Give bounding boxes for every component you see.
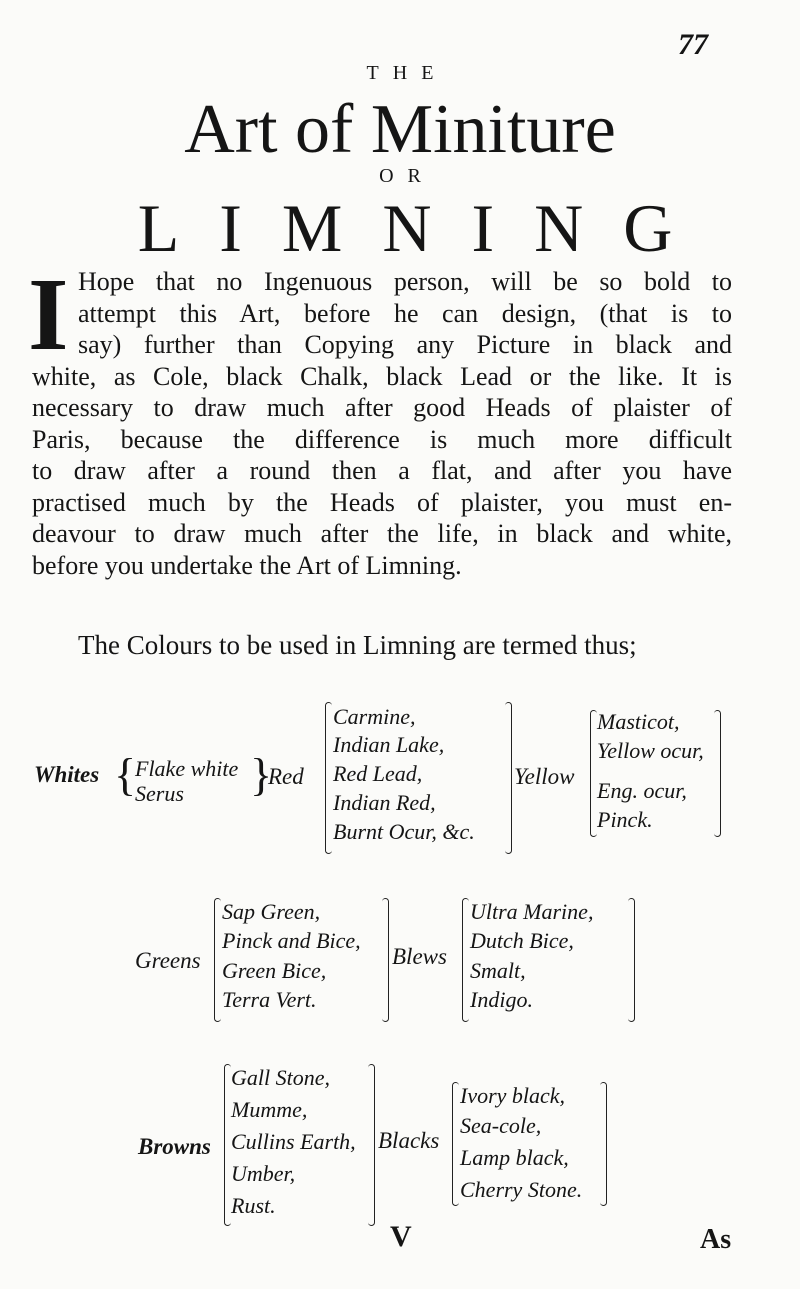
body-line: Hope that no Ingenuous person, will be so bold to <box>78 267 732 296</box>
colour-item: Gall Stone, <box>231 1065 330 1090</box>
bracket-open-icon <box>452 1082 459 1206</box>
colour-item: Pinck. <box>597 807 653 832</box>
colour-item: Indigo. <box>470 987 533 1012</box>
body-paragraph <box>32 266 732 581</box>
colour-item: Cherry Stone. <box>460 1177 583 1202</box>
group-yellow-label: Yellow <box>514 764 575 789</box>
colour-item: Smalt, <box>470 958 526 983</box>
colour-item: Terra Vert. <box>222 987 317 1012</box>
colour-item: Sea-cole, <box>460 1113 542 1138</box>
bracket-open-icon <box>590 710 597 837</box>
header-or: OR <box>379 165 435 187</box>
body-line: necessary to draw much after good Heads of plaister of <box>32 393 732 422</box>
drop-cap: I <box>28 257 69 372</box>
body-line: to draw after a round then a flat, and after you have <box>32 456 732 485</box>
bracket-open-icon <box>214 898 221 1022</box>
body-line: say) further than Copying any Picture in black and <box>78 330 732 359</box>
header-the: THE <box>366 62 448 84</box>
bracket-close-icon <box>628 898 635 1022</box>
group-greens-label: Greens <box>135 948 201 973</box>
bracket-close-icon <box>382 898 389 1022</box>
colour-item: Eng. ocur, <box>597 778 687 803</box>
page-number: 77 <box>678 28 708 61</box>
colour-item: Red Lead, <box>333 761 423 786</box>
colour-item: Indian Lake, <box>333 732 445 757</box>
colour-item: Dutch Bice, <box>470 928 574 953</box>
group-whites-label: Whites <box>34 762 100 787</box>
body-line: deavour to draw much after the life, in black and white, <box>32 519 732 548</box>
body-line: white, as Cole, black Chalk, black Lead or the like. It is <box>32 361 732 391</box>
bracket-close-icon <box>714 710 721 837</box>
group-browns-label: Browns <box>138 1134 211 1159</box>
bracket-open-icon <box>224 1064 231 1226</box>
bracket-open-icon <box>325 702 332 854</box>
bracket-open-icon <box>462 898 469 1022</box>
brace-close-icon: } <box>250 749 273 800</box>
group-blews-label: Blews <box>392 944 447 969</box>
signature-mark: V <box>390 1220 412 1253</box>
colour-item: Mumme, <box>231 1097 308 1122</box>
colour-item: Masticot, <box>597 709 680 734</box>
colour-item: Green Bice, <box>222 958 327 983</box>
page-title: Art of Miniture <box>184 91 616 168</box>
colour-item: Ivory black, <box>460 1083 566 1108</box>
colour-item: Lamp black, <box>460 1145 569 1170</box>
bracket-close-icon <box>368 1064 375 1226</box>
colour-item: Pinck and Bice, <box>222 928 361 953</box>
colour-item: Cullins Earth, <box>231 1129 356 1154</box>
bracket-close-icon <box>600 1082 607 1206</box>
catchword: As <box>700 1224 732 1255</box>
page-subtitle: LIMNING <box>137 190 713 266</box>
colour-item: Serus <box>135 781 184 806</box>
colour-item: Indian Red, <box>333 790 436 815</box>
body-line: Paris, because the difference is much more difficult <box>32 424 732 454</box>
colour-item: Carmine, <box>333 704 416 729</box>
body-line: practised much by the Heads of plaister, you must en- <box>32 487 732 517</box>
body-line: before you undertake the Art of Limning. <box>32 550 462 580</box>
group-blacks-label: Blacks <box>378 1128 440 1153</box>
colour-item: Sap Green, <box>222 899 321 924</box>
colour-item: Ultra Marine, <box>470 899 594 924</box>
colour-item: Yellow ocur, <box>597 738 704 763</box>
colour-item: Burnt Ocur, &c. <box>333 819 475 844</box>
bracket-close-icon <box>505 702 512 854</box>
colour-item: Rust. <box>231 1193 276 1218</box>
colour-item: Umber, <box>231 1161 296 1186</box>
colours-intro: The Colours to be used in Limning are termed thus; <box>78 630 637 660</box>
group-red-label: Red <box>268 764 304 789</box>
body-line: attempt this Art, before he can design, (that is to <box>78 298 732 328</box>
colour-item: Flake white <box>135 756 239 781</box>
brace-open-icon: { <box>114 749 137 800</box>
